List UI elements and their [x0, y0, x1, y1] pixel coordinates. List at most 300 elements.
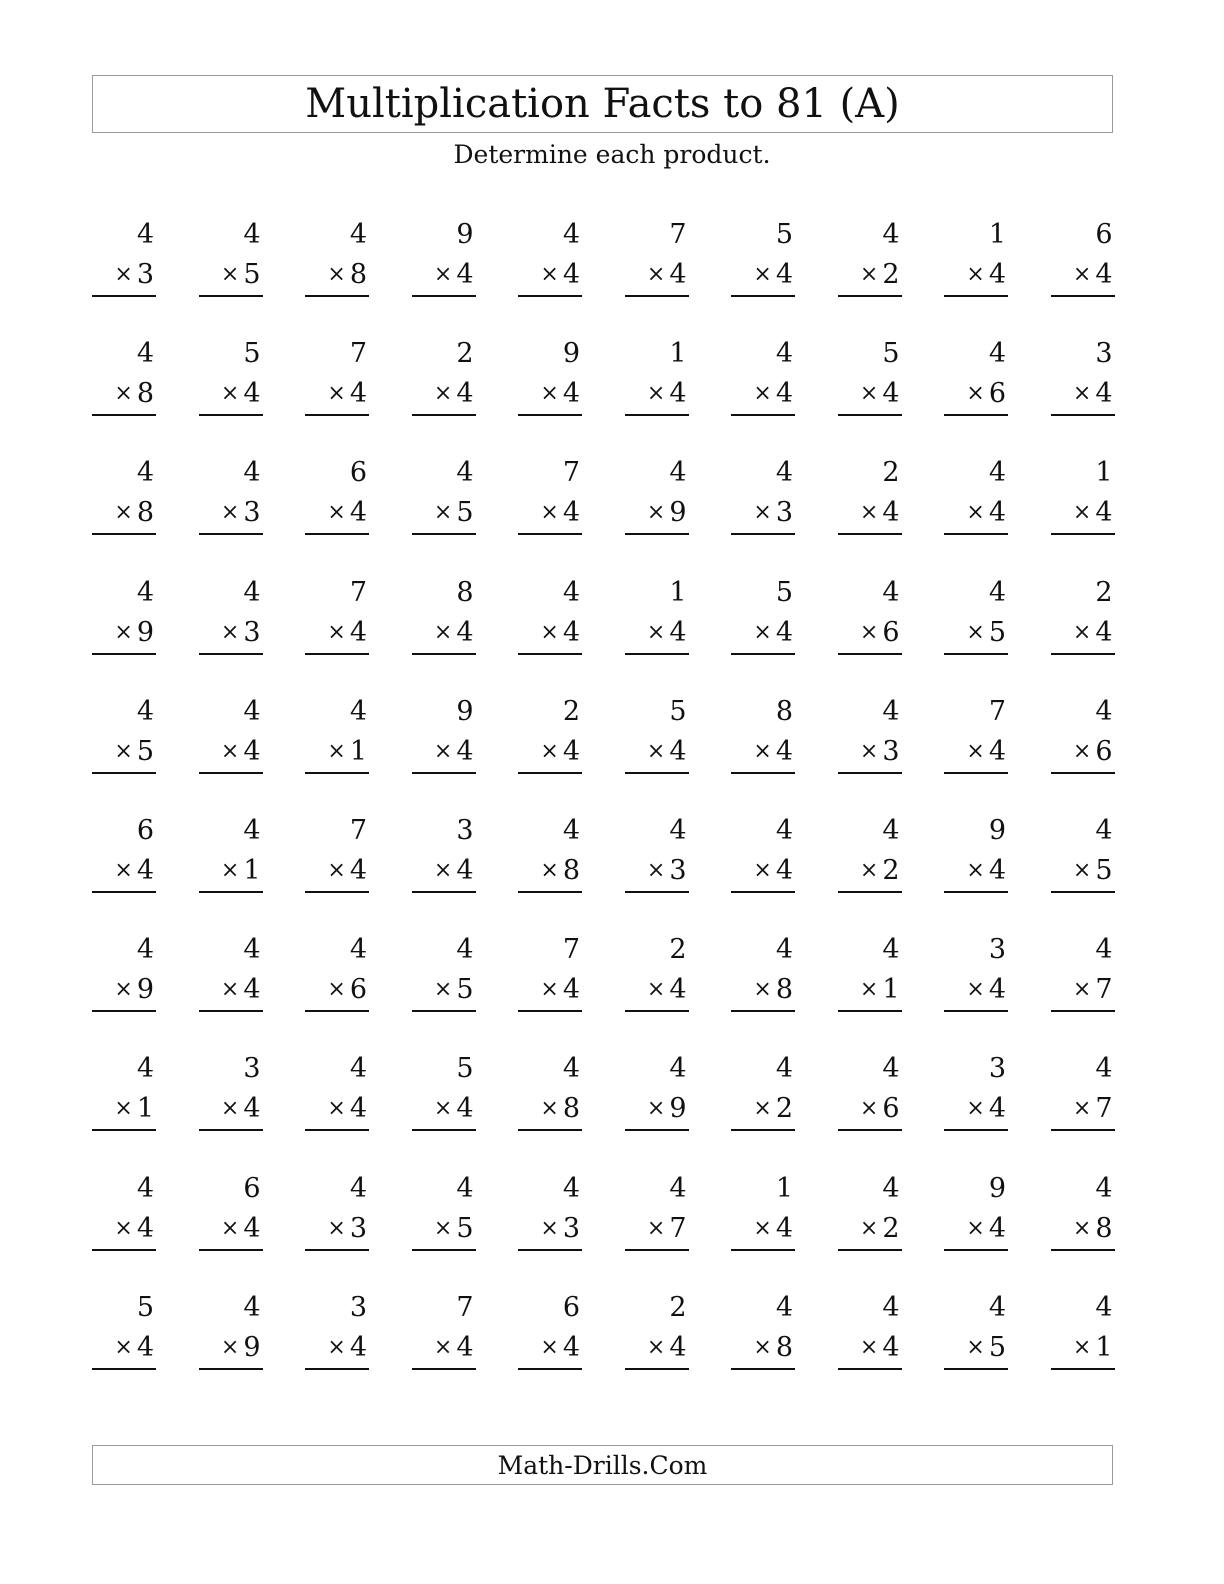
answer-line [92, 1129, 156, 1131]
multiplier: 9 [669, 1093, 687, 1125]
multiplication-problem [1051, 220, 1115, 306]
multiplier-line [1073, 498, 1113, 530]
times-sign: × [327, 381, 346, 407]
times-sign: × [646, 738, 666, 764]
multiplication-problem [305, 697, 369, 783]
multiplier: 7 [669, 1212, 687, 1244]
answer-line [305, 295, 369, 297]
multiplier: 2 [882, 1212, 900, 1244]
multiplier-line [1073, 1333, 1113, 1365]
multiplier: 3 [562, 1212, 580, 1244]
multiplicand: 4 [562, 1172, 580, 1204]
times-sign: × [220, 500, 240, 526]
times-sign: × [753, 500, 772, 526]
multiplier-line [860, 737, 900, 769]
answer-line [731, 1010, 795, 1012]
multiplication-problem [305, 220, 369, 306]
multiplication-problem [731, 578, 795, 664]
multiplier: 4 [988, 497, 1006, 529]
multiplier: 5 [456, 497, 474, 529]
multiplication-problem [838, 458, 902, 544]
multiplicand: 4 [136, 219, 154, 250]
answer-line [92, 1368, 156, 1370]
multiplier-line [647, 975, 687, 1007]
multiplication-problem [1051, 1174, 1115, 1260]
multiplication-problem [625, 935, 689, 1021]
answer-line [1051, 891, 1115, 893]
multiplier-line [327, 1333, 367, 1365]
multiplication-problem [518, 1174, 582, 1260]
times-sign: × [753, 858, 772, 883]
multiplier: 2 [882, 259, 900, 290]
multiplier: 6 [349, 974, 367, 1006]
multiplicand: 2 [562, 695, 580, 727]
times-sign: × [114, 858, 133, 883]
multiplication-problem [625, 816, 689, 902]
multiplication-problem [199, 339, 263, 425]
multiplier-line [221, 1214, 261, 1246]
multiplicand: 4 [243, 219, 261, 250]
multiplicand: 4 [243, 576, 261, 608]
answer-line [838, 1249, 902, 1251]
multiplier: 8 [349, 259, 367, 290]
multiplier: 9 [669, 497, 687, 529]
multiplicand: 4 [349, 1172, 367, 1204]
multiplier-line [434, 379, 474, 411]
answer-line [838, 891, 902, 893]
multiplicand: 4 [882, 1172, 900, 1204]
multiplicand: 4 [988, 576, 1006, 608]
multiplier-line [753, 379, 793, 411]
multiplier-line [1073, 260, 1113, 292]
answer-line [1051, 414, 1115, 416]
multiplier-line [327, 856, 367, 888]
answer-line [1051, 1010, 1115, 1012]
multiplication-problem [305, 935, 369, 1021]
multiplication-problem [944, 935, 1008, 1021]
multiplication-problem [838, 1174, 902, 1260]
times-sign: × [1072, 738, 1092, 764]
multiplicand: 5 [456, 1053, 474, 1085]
multiplier-line [966, 975, 1006, 1007]
multiplier-line [540, 1333, 580, 1365]
multiplier-line [434, 260, 474, 292]
multiplier: 3 [349, 1212, 367, 1244]
answer-line [944, 414, 1008, 416]
multiplier: 4 [243, 974, 261, 1006]
multiplier-line [114, 618, 154, 650]
multiplication-problem [199, 1293, 263, 1379]
multiplicand: 3 [456, 815, 474, 846]
times-sign: × [753, 1215, 772, 1241]
multiplication-problem [838, 816, 902, 902]
times-sign: × [540, 738, 559, 764]
times-sign: × [966, 1215, 985, 1241]
multiplicand: 4 [136, 576, 154, 608]
answer-line [838, 1010, 902, 1012]
times-sign: × [220, 858, 240, 883]
answer-line [1051, 1249, 1115, 1251]
multiplier: 4 [988, 1093, 1006, 1125]
multiplier-line [860, 1094, 900, 1126]
multiplier: 4 [669, 1331, 687, 1363]
multiplicand: 4 [349, 695, 367, 727]
multiplier-line [647, 260, 687, 292]
multiplier: 8 [562, 1093, 580, 1125]
multiplier: 4 [882, 378, 900, 410]
multiplier-line [647, 737, 687, 769]
times-sign: × [327, 262, 346, 287]
times-sign: × [433, 738, 453, 764]
answer-line [199, 891, 263, 893]
multiplier: 1 [349, 735, 367, 767]
multiplier-line [753, 1094, 793, 1126]
multiplicand: 7 [669, 219, 687, 250]
multiplicand: 4 [243, 815, 261, 846]
multiplication-problem [518, 339, 582, 425]
worksheet-title: Multiplication Facts to 81 (A) [305, 81, 900, 127]
multiplier-line [114, 856, 154, 888]
answer-line [199, 533, 263, 535]
answer-line [944, 533, 1008, 535]
multiplicand: 5 [669, 695, 687, 727]
multiplication-problem [92, 816, 156, 902]
multiplicand: 7 [349, 576, 367, 608]
multiplication-problem [838, 935, 902, 1021]
multiplier-line [114, 737, 154, 769]
multiplier: 4 [136, 855, 154, 886]
multiplier: 6 [1095, 735, 1113, 767]
times-sign: × [327, 858, 346, 883]
multiplication-problem [305, 1174, 369, 1260]
multiplier-line [221, 975, 261, 1007]
times-sign: × [966, 381, 985, 407]
answer-line [199, 1249, 263, 1251]
times-sign: × [646, 858, 666, 883]
answer-line [199, 414, 263, 416]
multiplier: 6 [882, 616, 900, 648]
multiplier-line [434, 1094, 474, 1126]
answer-line [305, 414, 369, 416]
answer-line [625, 533, 689, 535]
multiplication-problem [731, 1293, 795, 1379]
times-sign: × [327, 619, 346, 645]
multiplication-problem [518, 578, 582, 664]
answer-line [518, 1010, 582, 1012]
answer-line [944, 295, 1008, 297]
multiplication-problem [1051, 816, 1115, 902]
multiplier: 4 [775, 378, 793, 410]
times-sign: × [220, 977, 240, 1003]
multiplicand: 4 [136, 1053, 154, 1085]
times-sign: × [433, 381, 453, 407]
answer-line [731, 1129, 795, 1131]
answer-line [92, 1249, 156, 1251]
answer-line [305, 653, 369, 655]
multiplier-line [860, 498, 900, 530]
multiplier-line [540, 856, 580, 888]
multiplier-line [327, 975, 367, 1007]
answer-line [305, 1129, 369, 1131]
times-sign: × [220, 1334, 240, 1360]
multiplier-line [966, 379, 1006, 411]
multiplier: 8 [1095, 1212, 1113, 1244]
answer-line [944, 1129, 1008, 1131]
multiplier: 4 [882, 1331, 900, 1363]
answer-line [625, 1249, 689, 1251]
times-sign: × [966, 858, 985, 883]
answer-line [625, 1368, 689, 1370]
multiplication-problem [944, 339, 1008, 425]
multiplication-problem [1051, 339, 1115, 425]
times-sign: × [859, 977, 879, 1003]
multiplicand: 4 [1095, 1291, 1113, 1323]
multiplication-problem [305, 458, 369, 544]
title-box [92, 75, 1113, 133]
times-sign: × [753, 1096, 772, 1122]
times-sign: × [114, 738, 133, 764]
multiplication-problem [1051, 697, 1115, 783]
multiplication-problem [1051, 1293, 1115, 1379]
answer-line [838, 533, 902, 535]
multiplication-problem [731, 935, 795, 1021]
multiplicand: 4 [775, 815, 793, 846]
multiplicand: 9 [456, 219, 474, 250]
multiplier: 3 [882, 735, 900, 767]
times-sign: × [327, 1096, 346, 1122]
footer-text: Math-Drills.Com [497, 1450, 708, 1480]
multiplier: 5 [456, 1212, 474, 1244]
multiplication-problem [199, 220, 263, 306]
answer-line [944, 891, 1008, 893]
multiplication-problem [944, 1054, 1008, 1140]
multiplier-line [221, 618, 261, 650]
multiplier-line [647, 379, 687, 411]
multiplication-problem [731, 697, 795, 783]
multiplier-line [327, 737, 367, 769]
multiplicand: 3 [988, 1053, 1006, 1085]
multiplication-problem [731, 1174, 795, 1260]
multiplication-problem [518, 458, 582, 544]
multiplication-problem [518, 220, 582, 306]
times-sign: × [966, 738, 985, 764]
multiplication-problem [944, 1293, 1008, 1379]
multiplicand: 6 [1095, 219, 1113, 250]
answer-line [1051, 295, 1115, 297]
multiplier: 1 [136, 1093, 154, 1125]
multiplication-problem [518, 1293, 582, 1379]
multiplier-line [966, 1094, 1006, 1126]
multiplication-problem [412, 339, 476, 425]
multiplicand: 4 [562, 815, 580, 846]
multiplier: 4 [775, 735, 793, 767]
answer-line [92, 653, 156, 655]
multiplicand: 3 [1095, 338, 1113, 370]
multiplicand: 4 [456, 457, 474, 489]
multiplication-problem [731, 1054, 795, 1140]
multiplier-line [860, 975, 900, 1007]
multiplication-problem [92, 1293, 156, 1379]
multiplicand: 4 [988, 1291, 1006, 1323]
multiplier-line [114, 379, 154, 411]
multiplier: 4 [562, 974, 580, 1006]
multiplier: 4 [456, 1331, 474, 1363]
multiplicand: 9 [988, 1172, 1006, 1204]
multiplier: 4 [456, 259, 474, 290]
multiplication-problem [412, 1054, 476, 1140]
multiplicand: 4 [882, 1053, 900, 1085]
answer-line [92, 891, 156, 893]
answer-line [838, 1368, 902, 1370]
multiplier: 9 [136, 974, 154, 1006]
multiplier: 4 [669, 616, 687, 648]
times-sign: × [966, 1096, 985, 1122]
times-sign: × [859, 1334, 879, 1360]
multiplication-problem [625, 458, 689, 544]
multiplicand: 2 [669, 1291, 687, 1323]
multiplication-problem [944, 458, 1008, 544]
multiplication-problem [518, 697, 582, 783]
multiplier-line [540, 498, 580, 530]
multiplier: 8 [775, 974, 793, 1006]
multiplicand: 9 [456, 695, 474, 727]
multiplier: 4 [882, 497, 900, 529]
times-sign: × [1072, 1096, 1092, 1122]
multiplier-line [753, 1214, 793, 1246]
answer-line [838, 772, 902, 774]
multiplication-problem [838, 1293, 902, 1379]
answer-line [625, 1010, 689, 1012]
multiplication-problem [625, 1054, 689, 1140]
multiplier: 4 [988, 259, 1006, 290]
multiplier: 4 [669, 259, 687, 290]
multiplier-line [114, 1214, 154, 1246]
multiplication-problem [412, 697, 476, 783]
answer-line [305, 1368, 369, 1370]
multiplicand: 4 [1095, 1053, 1113, 1085]
multiplier: 4 [775, 855, 793, 886]
multiplier-line [1073, 618, 1113, 650]
times-sign: × [540, 977, 559, 1003]
multiplicand: 7 [349, 338, 367, 370]
times-sign: × [753, 262, 772, 287]
answer-line [838, 295, 902, 297]
answer-line [518, 1249, 582, 1251]
answer-line [412, 533, 476, 535]
answer-line [412, 653, 476, 655]
times-sign: × [114, 262, 133, 287]
multiplication-problem [199, 816, 263, 902]
multiplier: 3 [669, 855, 687, 886]
times-sign: × [114, 1334, 133, 1360]
multiplier-line [114, 498, 154, 530]
times-sign: × [966, 1334, 985, 1360]
multiplication-problem [944, 220, 1008, 306]
answer-line [518, 414, 582, 416]
answer-line [1051, 653, 1115, 655]
multiplication-problem [625, 339, 689, 425]
multiplier: 4 [456, 616, 474, 648]
multiplier-line [753, 618, 793, 650]
multiplication-problem [412, 220, 476, 306]
multiplication-problem [199, 458, 263, 544]
times-sign: × [966, 619, 985, 645]
multiplier: 4 [775, 1212, 793, 1244]
times-sign: × [433, 262, 453, 287]
multiplier-line [540, 260, 580, 292]
multiplier: 4 [243, 1212, 261, 1244]
answer-line [305, 1249, 369, 1251]
multiplier: 4 [349, 497, 367, 529]
multiplier-line [221, 737, 261, 769]
multiplication-problem [305, 578, 369, 664]
multiplication-problem [92, 697, 156, 783]
multiplier-line [860, 379, 900, 411]
multiplier-line [221, 260, 261, 292]
multiplier-line [860, 856, 900, 888]
times-sign: × [646, 619, 666, 645]
answer-line [625, 295, 689, 297]
multiplier: 7 [1095, 974, 1113, 1006]
times-sign: × [753, 381, 772, 407]
footer-box [92, 1445, 1113, 1485]
times-sign: × [327, 500, 346, 526]
multiplier-line [1073, 737, 1113, 769]
multiplication-problem [518, 935, 582, 1021]
multiplicand: 4 [136, 1172, 154, 1204]
answer-line [305, 533, 369, 535]
multiplier-line [860, 1333, 900, 1365]
multiplicand: 4 [349, 219, 367, 250]
multiplicand: 5 [775, 576, 793, 608]
multiplication-problem [199, 578, 263, 664]
multiplier-line [860, 260, 900, 292]
times-sign: × [327, 1334, 346, 1360]
times-sign: × [540, 500, 559, 526]
multiplication-problem [518, 1054, 582, 1140]
multiplier-line [540, 737, 580, 769]
times-sign: × [646, 977, 666, 1003]
multiplicand: 2 [882, 457, 900, 489]
multiplier-line [540, 379, 580, 411]
answer-line [199, 1129, 263, 1131]
multiplicand: 4 [243, 1291, 261, 1323]
multiplicand: 2 [456, 338, 474, 370]
multiplier: 4 [988, 735, 1006, 767]
multiplication-problem [305, 339, 369, 425]
multiplication-problem [92, 339, 156, 425]
multiplier-line [434, 975, 474, 1007]
multiplication-problem [1051, 935, 1115, 1021]
multiplication-problem [625, 697, 689, 783]
times-sign: × [1072, 1334, 1092, 1360]
multiplier: 4 [349, 1093, 367, 1125]
multiplier-line [1073, 1214, 1113, 1246]
answer-line [412, 891, 476, 893]
times-sign: × [540, 858, 559, 883]
answer-line [92, 533, 156, 535]
multiplicand: 4 [1095, 815, 1113, 846]
times-sign: × [114, 977, 133, 1003]
answer-line [944, 653, 1008, 655]
answer-line [731, 1249, 795, 1251]
answer-line [518, 533, 582, 535]
multiplier-line [647, 498, 687, 530]
multiplicand: 1 [775, 1172, 793, 1204]
times-sign: × [646, 1215, 666, 1241]
multiplicand: 4 [669, 457, 687, 489]
multiplicand: 1 [669, 576, 687, 608]
